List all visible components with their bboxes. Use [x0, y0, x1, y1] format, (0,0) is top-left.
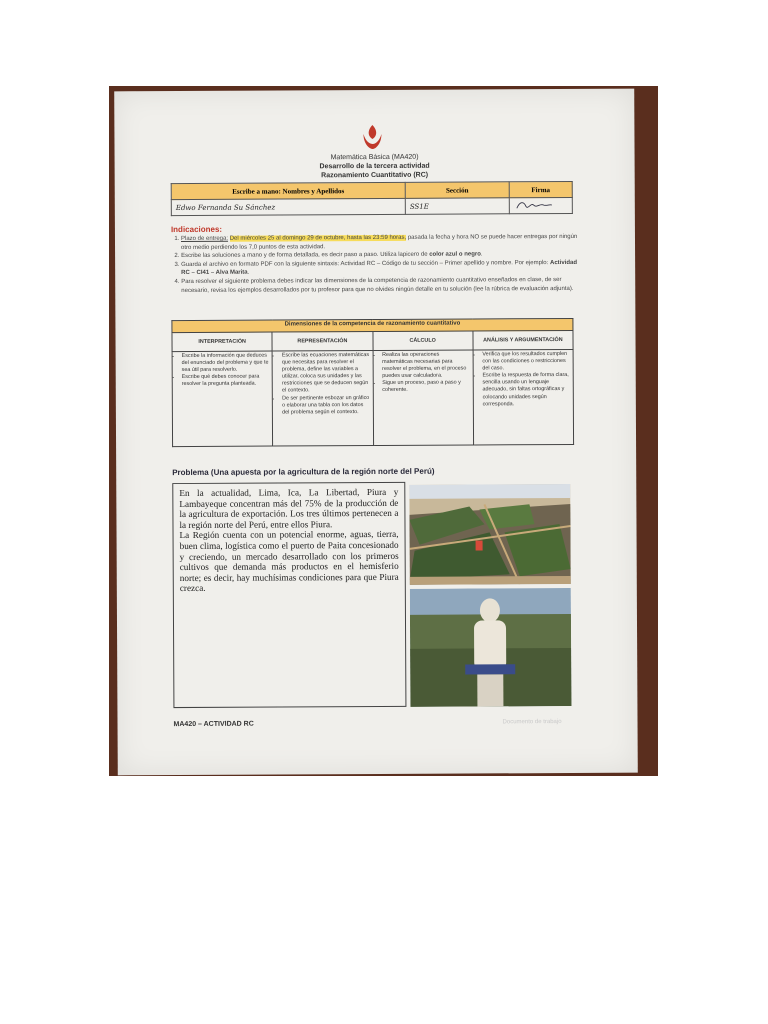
indications-list	[171, 233, 583, 295]
footer-label: MA420 – ACTIVIDAD RC	[173, 720, 254, 729]
farm-fields-photo-icon	[409, 484, 571, 585]
document-page	[114, 89, 638, 776]
header-representacion: REPRESENTACIÓN	[272, 332, 372, 352]
indication-item	[181, 233, 583, 252]
name-header: Escribe a mano: Nombres y Apellidos	[171, 182, 405, 199]
university-logo-icon	[357, 122, 387, 152]
indications-title: Indicaciones:	[170, 224, 223, 235]
handwritten-signature-icon	[514, 199, 554, 211]
agriculture-images	[409, 484, 571, 707]
problem-paragraph: La Región cuenta con un potencial enorme, aguas, tierra, buen clima, logística como el puerto de Paita concesionado y creciendo, un mercado desarrollado con los primeros cultivos que demanda más productos en el hemisferio norte; es decir, hay muchísimas condiciones para que Piura crezca.	[179, 529, 399, 594]
indication-item: 3. Guarda el archivo en formato PDF con la siguiente sintaxis: Actividad RC – Código de tu sección – Primer apellido y nombre. Por ejemplo: Actividad RC – CI41 – Alva Marita.	[181, 259, 583, 278]
student-name: Edwo Fernanda Su Sánchez	[171, 198, 405, 215]
list-item: • Sigue un proceso, paso a paso y coherente.	[382, 380, 470, 395]
list-item: • Verifica que los resultados cumplen con las condiciones o restricciones del caso.	[482, 351, 570, 373]
cell-calculo	[373, 350, 474, 446]
list-item: • Realiza las operaciones matemáticas necesarias para resolver el problema, en el proceso puedes usar calculadora.	[382, 352, 470, 381]
indication-bold: Actividad RC – CI41 – Alva Marita	[181, 259, 578, 277]
header-analisis: ANÁLISIS Y ARGUMENTACIÓN	[473, 330, 573, 350]
dimensions-table	[171, 318, 574, 447]
activity-title: Desarrollo de la tercera actividad	[319, 162, 430, 171]
cell-representacion	[272, 351, 373, 447]
signature-header: Firma	[509, 181, 572, 197]
list-item: • Escribe la respuesta de forma clara, sencilla usando un lenguaje adecuado, sin faltas ortográficas y colocando unidades según corresponda.	[482, 372, 570, 408]
cell-analisis	[473, 349, 574, 445]
list-item: • Escribe la información que deduces del enunciado del problema y que te sea útil para resolverlo.	[182, 353, 270, 375]
farmer-photo-icon	[410, 588, 572, 707]
cell-interpretacion	[172, 351, 273, 447]
list-item: • Escribe qué debes conocer para resolver la pregunta planteada.	[182, 374, 270, 389]
subject-title: Razonamiento Cuantitativo (RC)	[321, 171, 429, 180]
signature-cell	[509, 197, 572, 213]
student-section: SS1E	[405, 198, 509, 215]
deadline-highlight: Del miércoles 25 al domingo 29 de octubre, hasta las 23:59 horas,	[229, 234, 407, 242]
list-item: • Escribe las ecuaciones matemáticas que necesitas para resolver el problema, define las variables a utilizar, coloca sus unidades y las restricciones que se deducen según el contexto.	[282, 352, 370, 395]
header-calculo: CÁLCULO	[372, 331, 472, 351]
course-title: Matemática Básica (MA420)	[330, 153, 419, 162]
deadline-label: Plazo de entrega:	[180, 235, 229, 243]
signature-table	[171, 181, 573, 216]
indication-text: Escribe las soluciones a mano y de forma detallada, es decir paso a paso. Utiliza lapicero de	[181, 251, 428, 260]
section-header: Sección	[405, 182, 509, 199]
problem-title: Problema (Una apuesta por la agricultura de la región norte del Perú)	[172, 466, 435, 478]
footer-watermark: Documento de trabajo	[502, 719, 562, 726]
problem-paragraph: En la actualidad, Lima, Ica, La Libertad, Piura y Lambayeque concentran más del 75% de la producción de la agricultura de exportación. Los tres últimos pertenecen a la región norte del Perú, entre ellos Piura.	[179, 486, 399, 530]
indication-bold: color azul o negro	[429, 251, 481, 258]
dimensions-title: Dimensiones de la competencia de razonamiento cuantitativo	[172, 318, 573, 332]
problem-text-box	[172, 482, 406, 708]
deadline-rest: pasada la fecha y hora NO se puede hacer entregas por ningún otro medio perdiendo los 7,0 puntos de esta actividad.	[181, 233, 578, 251]
indication-item: 4. Para resolver el siguiente problema debes indicar las dimensiones de la competencia de razonamiento cuantitativo enseñados en clase, de ser necesario, revisa los ejemplos desarrollados por tu profesor para que no olvides ningún detalle en tu solución (lee la rúbrica de evaluación adjunta).	[181, 276, 583, 295]
indication-item: 2. Escribe las soluciones a mano y de forma detallada, es decir paso a paso. Utiliza lapicero de color azul o negro.	[181, 250, 583, 261]
indication-text: Guarda el archivo en formato PDF con la siguiente sintaxis: Actividad RC – Código de tu sección – Primer apellido y nombre. Por ejemplo:	[181, 259, 549, 268]
list-item: • De ser pertinente esbozar un gráfico o elaborar una tabla con los datos del problema según el contexto.	[282, 395, 370, 417]
header-interpretacion: INTERPRETACIÓN	[172, 332, 272, 352]
